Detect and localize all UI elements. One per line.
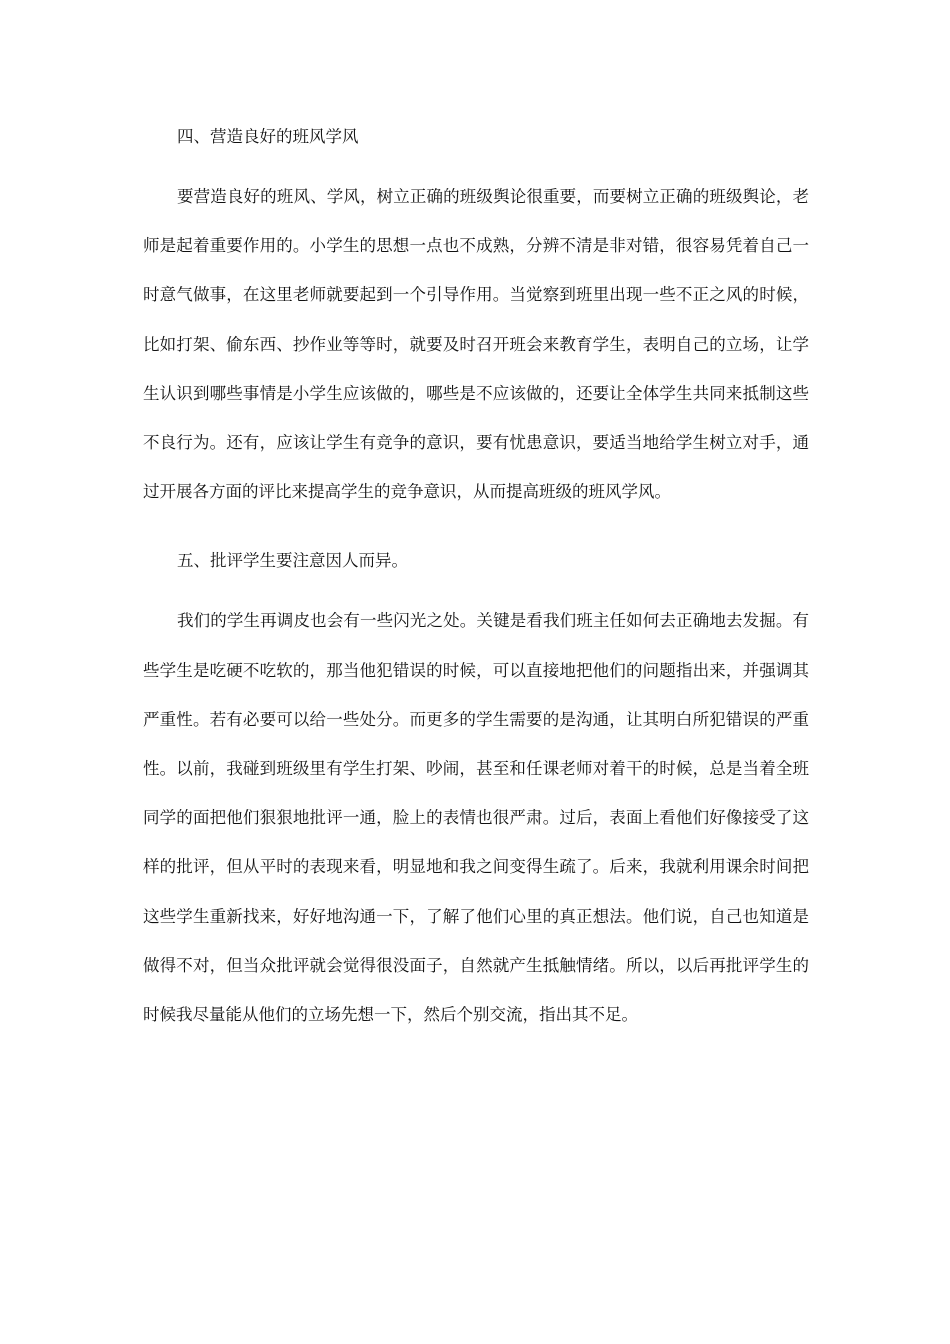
section-heading-4: 四、营造良好的班风学风 xyxy=(177,127,359,146)
section-heading-5: 五、批评学生要注意因人而异。 xyxy=(177,551,408,571)
section-paragraph-4: 要营造良好的班风、学风，树立正确的班级舆论很重要，而要树立正确的班级舆论，老师是起着重要作用的。小学生的思想一点也不成熟，分辨不清是非对错，很容易凭着自己一时意气做事，在这里老师就要起到一个引导作用。当觉察到班里出现一些不正之风的时候，比如打架、偷东西、抄作业等等时，就要及时召开班会来教育学生，表明自己的立场，让学生认识到哪些事情是小学生应该做的，哪些是不应该做的，还要让全体学生共同来抵制这些不良行为。还有，应该让学生有竞争的意识，要有忧患意识，要适当地给学生树立对手，通过开展各方面的评比来提高学生的竞争意识，从而提高班级的班风学风。 xyxy=(143,187,809,502)
document-body xyxy=(143,114,809,1039)
section-paragraph-5: 我们的学生再调皮也会有一些闪光之处。关键是看我们班主任如何去正确地去发掘。有些学生是吃硬不吃软的，那当他犯错误的时候，可以直接地把他们的问题指出来，并强调其严重性。若有必要可以给一些处分。而更多的学生需要的是沟通，让其明白所犯错误的严重性。以前，我碰到班级里有学生打架、吵闹，甚至和任课老师对着干的时候，总是当着全班同学的面把他们狠狠地批评一通，脸上的表情也很严肃。过后，表面上看他们好像接受了这样的批评，但从平时的表现来看，明显地和我之间变得生疏了。后来，我就利用课余时间把这些学生重新找来，好好地沟通一下，了解了他们心里的真正想法。他们说，自己也知道是做得不对，但当众批评就会觉得很没面子，自然就产生抵触情绪。所以，以后再批评学生的时候我尽量能从他们的立场先想一下，然后个别交流，指出其不足。 xyxy=(143,611,809,1025)
